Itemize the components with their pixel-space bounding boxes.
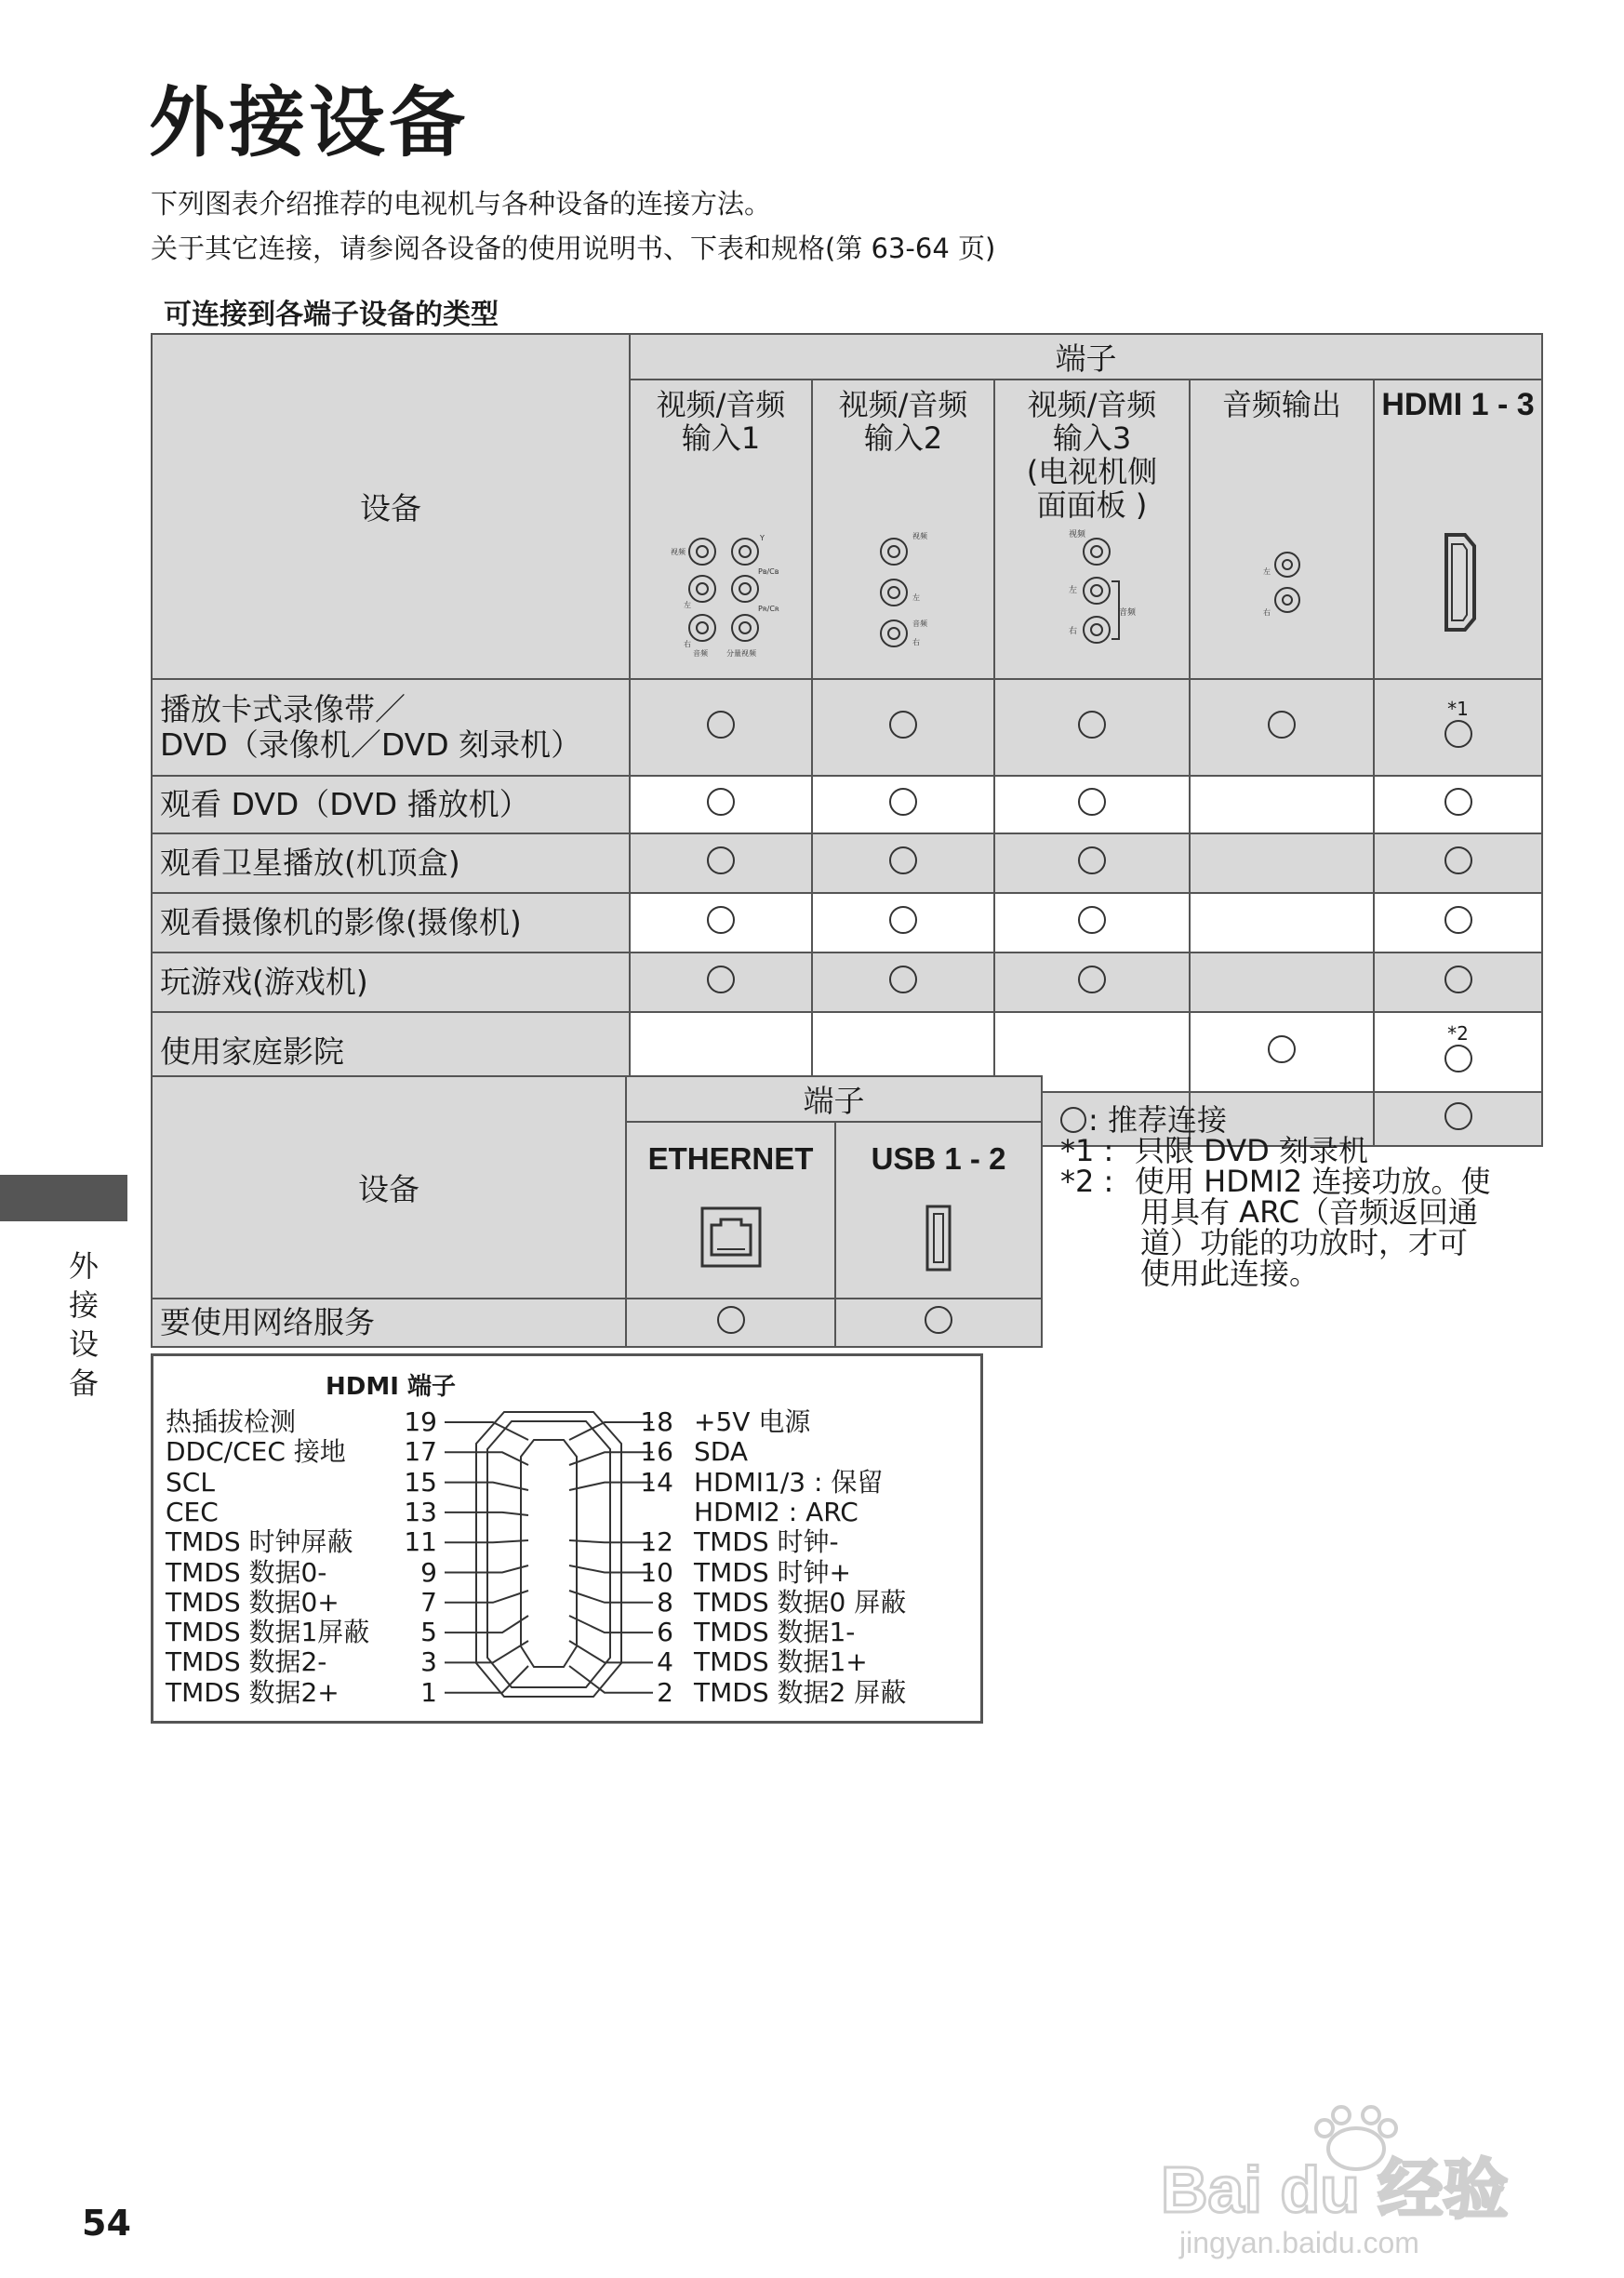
jack-label: Pʀ/Cʀ: [758, 605, 779, 613]
audio-out-jacks-icon: [1245, 540, 1319, 652]
hdmi-pin-number: 17: [404, 1436, 437, 1468]
recommended-circle-icon: [925, 1306, 952, 1334]
table-cell: [630, 893, 812, 952]
hdmi-pin-label: TMDS 数据2+: [166, 1676, 339, 1708]
legend: [1060, 1102, 1491, 1291]
column-note: (电视机侧: [1026, 454, 1158, 489]
hdmi-pin-number: 9: [420, 1556, 437, 1588]
table-row: [152, 893, 1542, 952]
recommended-circle-icon: [889, 966, 917, 993]
hdmi-pin-label: SCL: [166, 1466, 215, 1498]
jack-label: 左: [1263, 567, 1271, 576]
row-label: 播放卡式录像带／ DVD（录像机／DVD 刻录机）: [152, 679, 630, 776]
hdmi-pin-number: 8: [657, 1586, 673, 1618]
connection-table: [151, 333, 1543, 1147]
jack-label: 音频: [1119, 608, 1137, 618]
hdmi-pin-label: TMDS 时钟+: [694, 1556, 851, 1588]
hdmi-pin-number: 18: [640, 1406, 673, 1437]
jack-label: Y: [760, 534, 765, 542]
column-ethernet: [626, 1122, 835, 1299]
terminal-header: 端子: [626, 1076, 1042, 1122]
table-cell: [1374, 776, 1542, 833]
recommended-circle-icon: [1078, 846, 1106, 874]
hdmi-port-icon: [1435, 531, 1482, 633]
jack-label: 右: [684, 640, 691, 648]
device-header: 设备: [152, 334, 630, 679]
column-av-input-1: [630, 380, 812, 679]
recommended-circle-icon: [889, 846, 917, 874]
page-title: 外接设备: [149, 79, 470, 167]
hdmi-pin-number: 13: [404, 1496, 437, 1527]
usb-port-icon: [920, 1203, 957, 1273]
hdmi-pin-number: 14: [640, 1466, 673, 1498]
section-title: 可连接到各端子设备的类型: [164, 299, 499, 331]
recommended-circle-icon: [889, 711, 917, 739]
hdmi-pin-number: 5: [420, 1617, 437, 1648]
hdmi-pin-label: TMDS 数据1屏蔽: [166, 1617, 370, 1648]
table-row: [152, 679, 1542, 776]
column-av-input-3: [994, 380, 1190, 679]
column-title: 视频/音频: [656, 387, 786, 422]
table-cell: [1190, 776, 1374, 833]
table-cell: [1374, 679, 1542, 776]
side-tab: [0, 1175, 127, 1221]
recommended-circle-icon: [717, 1306, 745, 1334]
table-cell: [1374, 893, 1542, 952]
recommended-circle-icon: [1268, 711, 1296, 739]
hdmi-pin-number: 11: [404, 1526, 437, 1558]
column-title: USB 1 - 2: [871, 1141, 1006, 1176]
column-title: 视频/音频: [1027, 387, 1157, 422]
table-cell: [1374, 1012, 1542, 1092]
hdmi-pin-label: TMDS 数据2-: [166, 1646, 327, 1678]
jack-label: Pʙ/Cʙ: [758, 567, 779, 576]
recommended-circle-icon: [1444, 906, 1472, 934]
table-cell: [812, 833, 994, 893]
table-cell: [812, 776, 994, 833]
hdmi-pin-number: 2: [657, 1676, 673, 1708]
recommended-circle-icon: [889, 906, 917, 934]
ethernet-port-icon: [699, 1205, 764, 1270]
row-label: 使用家庭影院: [152, 1012, 630, 1092]
table-cell: [994, 776, 1190, 833]
table-cell: [1374, 952, 1542, 1012]
jack-label: 左: [1069, 586, 1078, 595]
table-cell: [994, 679, 1190, 776]
hdmi-pin-number: 4: [657, 1646, 673, 1678]
recommended-circle-icon: [1060, 1107, 1086, 1133]
table-row: [152, 952, 1542, 1012]
table-row: [152, 833, 1542, 893]
table-cell: [630, 776, 812, 833]
row-label: 玩游戏(游戏机): [152, 952, 630, 1012]
intro-line-2: 关于其它连接，请参阅各设备的使用说明书、下表和规格(第 63-64 页): [151, 233, 996, 264]
table-cell: [630, 833, 812, 893]
jack-label: 分量视频: [726, 649, 756, 658]
column-title: ETHERNET: [647, 1141, 814, 1176]
recommended-circle-icon: [1078, 966, 1106, 993]
hdmi-pin-number: 12: [640, 1526, 673, 1558]
table-row: [152, 776, 1542, 833]
footnote-mark: *1: [1447, 697, 1469, 720]
hdmi-pin-leader: [569, 1666, 653, 1693]
hdmi-pin-number: 3: [420, 1646, 437, 1678]
row-label: 观看摄像机的影像(摄像机): [152, 893, 630, 952]
column-hdmi: [1374, 380, 1542, 679]
column-audio-output: [1190, 380, 1374, 679]
hdmi-pin-label: CEC: [166, 1496, 219, 1527]
jack-label: 视频: [1069, 530, 1086, 540]
hdmi-pin-label: TMDS 时钟-: [694, 1526, 839, 1558]
hdmi-pin-label: DDC/CEC 接地: [166, 1436, 346, 1468]
column-subtitle: 输入1: [681, 420, 761, 456]
hdmi-pin-label: TMDS 数据2 屏蔽: [694, 1676, 907, 1708]
component-jacks-icon: [665, 531, 777, 671]
watermark-url: jingyan.baidu.com: [1179, 2226, 1419, 2259]
composite-jacks-icon: [857, 526, 950, 665]
legend-note-2-line: 使用此连接。: [1140, 1256, 1320, 1291]
table-cell: [630, 679, 812, 776]
intro-line-1: 下列图表介绍推荐的电视机与各种设备的连接方法。: [151, 188, 772, 220]
legend-note-2-line: 道）功能的功放时，才可: [1140, 1225, 1469, 1260]
network-table: [151, 1075, 1043, 1348]
table-cell: [994, 833, 1190, 893]
table-cell: [812, 679, 994, 776]
recommended-circle-icon: [1444, 966, 1472, 993]
recommended-circle-icon: [1078, 711, 1106, 739]
legend-note-2-line: 用具有 ARC（音频返回通: [1140, 1194, 1479, 1230]
recommended-circle-icon: [1444, 1045, 1472, 1072]
hdmi-pin-number: 15: [404, 1466, 437, 1498]
hdmi-pin-leader: [445, 1666, 528, 1693]
hdmi-pin-number: 6: [657, 1617, 673, 1648]
hdmi-pin-label: HDMI2 : ARC: [694, 1496, 859, 1527]
table-cell: [835, 1299, 1042, 1347]
column-title: HDMI 1 - 3: [1381, 387, 1535, 422]
hdmi-diagram-title: HDMI 端子: [326, 1373, 456, 1401]
legend-note-2: *2 : 使用 HDMI2 连接功放。使: [1060, 1164, 1491, 1199]
column-subtitle: 输入3: [1052, 420, 1132, 456]
jack-label: 右: [912, 638, 920, 646]
table-row: [152, 1299, 1042, 1347]
legend-recommended: : 推荐连接: [1060, 1105, 1490, 1136]
side-tab-label: 外 接 设 备: [68, 1248, 99, 1401]
watermark-brand: Bai du 经验: [1161, 2153, 1509, 2226]
recommended-circle-icon: [707, 906, 735, 934]
page-number: 54: [82, 2203, 131, 2244]
recommended-circle-icon: [707, 966, 735, 993]
hdmi-pin-label: TMDS 数据1+: [694, 1646, 868, 1678]
recommended-circle-icon: [707, 846, 735, 874]
row-label: 观看卫星播放(机顶盒): [152, 833, 630, 893]
jack-label: 右: [1263, 608, 1271, 617]
table-cell: [1190, 1012, 1374, 1092]
side-panel-jacks-icon: [1041, 526, 1143, 665]
column-title: 视频/音频: [838, 387, 968, 422]
hdmi-pin-number: 16: [640, 1436, 673, 1468]
recommended-circle-icon: [1444, 846, 1472, 874]
hdmi-pin-label: +5V 电源: [694, 1406, 811, 1437]
table-cell: [1190, 833, 1374, 893]
jack-label: 音频: [693, 649, 708, 658]
jack-label: 左: [912, 593, 920, 602]
jack-label: 视频: [671, 548, 686, 556]
recommended-circle-icon: [889, 788, 917, 816]
table-cell: [630, 952, 812, 1012]
hdmi-pin-label: HDMI1/3 : 保留: [694, 1466, 884, 1498]
hdmi-pin-number: 19: [404, 1406, 437, 1437]
column-av-input-2: [812, 380, 994, 679]
hdmi-pin-label: TMDS 数据1-: [694, 1617, 856, 1648]
jack-label: 右: [1069, 627, 1078, 636]
column-title: 音频输出: [1221, 387, 1341, 422]
table-cell: [1190, 893, 1374, 952]
hdmi-pin-label: TMDS 数据0+: [166, 1586, 339, 1618]
recommended-circle-icon: [1444, 720, 1472, 748]
baidu-watermark-logo: [1151, 2104, 1561, 2262]
terminal-header: 端子: [630, 334, 1542, 380]
recommended-circle-icon: [707, 788, 735, 816]
device-header: 设备: [152, 1076, 626, 1299]
table-cell: [812, 893, 994, 952]
table-cell: [812, 952, 994, 1012]
footnote-mark: *2: [1447, 1021, 1469, 1045]
table-cell: [626, 1299, 835, 1347]
jack-label: 音频: [912, 619, 927, 628]
recommended-circle-icon: [1078, 788, 1106, 816]
table-cell: [994, 893, 1190, 952]
column-subtitle: 输入2: [863, 420, 943, 456]
hdmi-pin-number: 10: [640, 1556, 673, 1588]
legend-note-1: *1 : 只限 DVD 刻录机: [1060, 1133, 1368, 1168]
hdmi-pin-number: 7: [420, 1586, 437, 1618]
recommended-circle-icon: [1078, 906, 1106, 934]
hdmi-pin-number: 1: [420, 1676, 437, 1708]
recommended-circle-icon: [1268, 1035, 1296, 1063]
hdmi-connector-icon: [437, 1403, 660, 1710]
recommended-circle-icon: [1444, 788, 1472, 816]
row-label: 观看 DVD（DVD 播放机）: [152, 776, 630, 833]
hdmi-pin-label: SDA: [694, 1436, 748, 1468]
column-note: 面面板 ): [1036, 487, 1148, 523]
hdmi-pin-label: 热插拔检测: [166, 1406, 297, 1437]
table-cell: [1190, 952, 1374, 1012]
column-usb: [835, 1122, 1042, 1299]
table-cell: [994, 952, 1190, 1012]
hdmi-pin-label: TMDS 数据0 屏蔽: [694, 1586, 907, 1618]
table-cell: [1374, 833, 1542, 893]
row-label: 要使用网络服务: [152, 1299, 626, 1347]
table-cell: [1190, 679, 1374, 776]
jack-label: 视频: [912, 532, 927, 540]
recommended-circle-icon: [707, 711, 735, 739]
hdmi-pin-label: TMDS 时钟屏蔽: [166, 1526, 353, 1558]
hdmi-pin-label: TMDS 数据0-: [166, 1556, 327, 1588]
jack-label: 左: [684, 601, 691, 609]
